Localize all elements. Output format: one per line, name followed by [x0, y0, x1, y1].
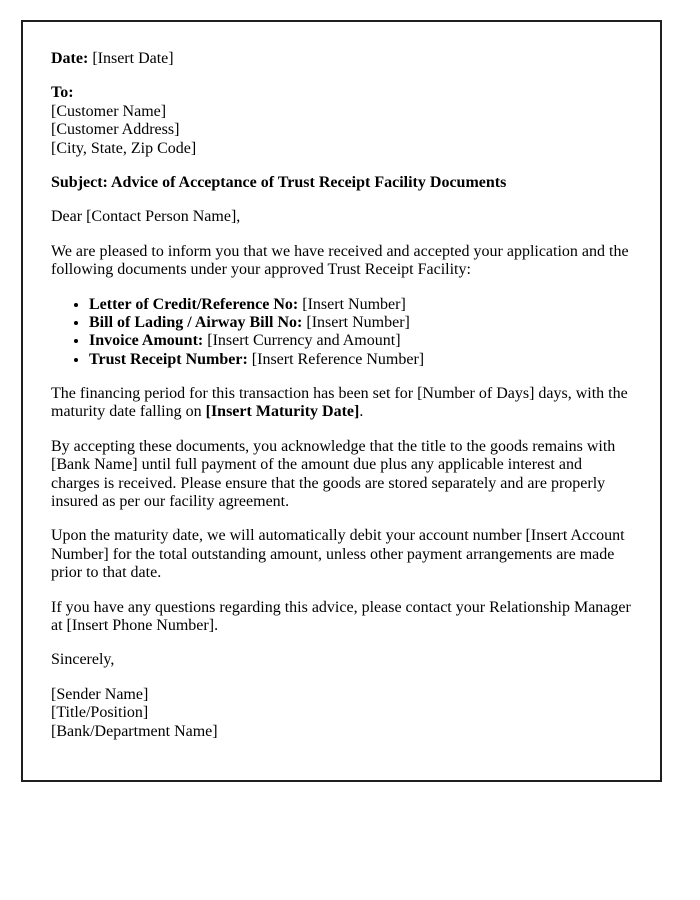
- closing: Sincerely,: [51, 651, 115, 669]
- sender-title: [Title/Position]: [51, 704, 149, 722]
- document-item-trust-receipt-number: [89, 351, 632, 369]
- date-line: [51, 50, 632, 68]
- financing-text: The financing period for this transaction has been set for [Number of Days] days, with the maturity date falling on: [51, 385, 628, 421]
- document-item-bill-of-lading: [89, 314, 632, 332]
- financing-text-end: .: [359, 403, 364, 421]
- documents-list: [51, 296, 632, 370]
- date-label: Date:: [51, 50, 89, 67]
- recipient-label: To:: [51, 84, 74, 102]
- title-clause-paragraph: By accepting these documents, you acknowledge that the title to the goods remains with [Bank Name] until full payment of the amount due plus any applicable interest and charges is received. Please ensure that the goods are stored separately and are properly insured as per our facility agreement.: [51, 437, 616, 511]
- recipient-block: [51, 84, 632, 158]
- salutation: Dear [Contact Person Name],: [51, 208, 241, 226]
- date-value: [Insert Date]: [92, 50, 174, 67]
- contact-clause-paragraph: If you have any questions regarding this advice, please contact your Relationship Manager at [Insert Phone Number].: [51, 598, 631, 634]
- document-item-invoice-amount: [89, 332, 632, 350]
- document-item-loc-reference: [89, 296, 632, 314]
- document-item-value: [Insert Number]: [306, 313, 410, 331]
- document-item-value: [Insert Reference Number]: [251, 350, 425, 368]
- recipient-address: [Customer Address]: [51, 121, 180, 139]
- intro-paragraph: We are pleased to inform you that we have received and accepted your application and the following documents under your approved Trust Receipt Facility:: [51, 242, 629, 279]
- letter-container: [21, 20, 662, 782]
- subject-line: [51, 174, 632, 192]
- document-item-value: [Insert Currency and Amount]: [207, 332, 401, 350]
- sender-department: [Bank/Department Name]: [51, 722, 218, 740]
- recipient-name: [Customer Name]: [51, 102, 167, 120]
- recipient-city-state-zip: [City, State, Zip Code]: [51, 139, 197, 157]
- document-item-label: Invoice Amount:: [89, 332, 204, 350]
- maturity-date-placeholder: [Insert Maturity Date]: [205, 403, 360, 421]
- financing-paragraph: [51, 385, 632, 422]
- sender-name: [Sender Name]: [51, 685, 149, 703]
- document-item-label: Letter of Credit/Reference No:: [89, 295, 299, 313]
- debit-clause-paragraph: Upon the maturity date, we will automatically debit your account number [Insert Account Number] for the total outstanding amount, unless other payment arrangements are made prior to that date.: [51, 527, 625, 582]
- document-item-label: Bill of Lading / Airway Bill No:: [89, 313, 303, 331]
- document-item-label: Trust Receipt Number:: [89, 350, 248, 368]
- signature-block: [51, 686, 632, 741]
- document-item-value: [Insert Number]: [302, 295, 406, 313]
- subject-text: Subject: Advice of Acceptance of Trust Receipt Facility Documents: [51, 173, 507, 191]
